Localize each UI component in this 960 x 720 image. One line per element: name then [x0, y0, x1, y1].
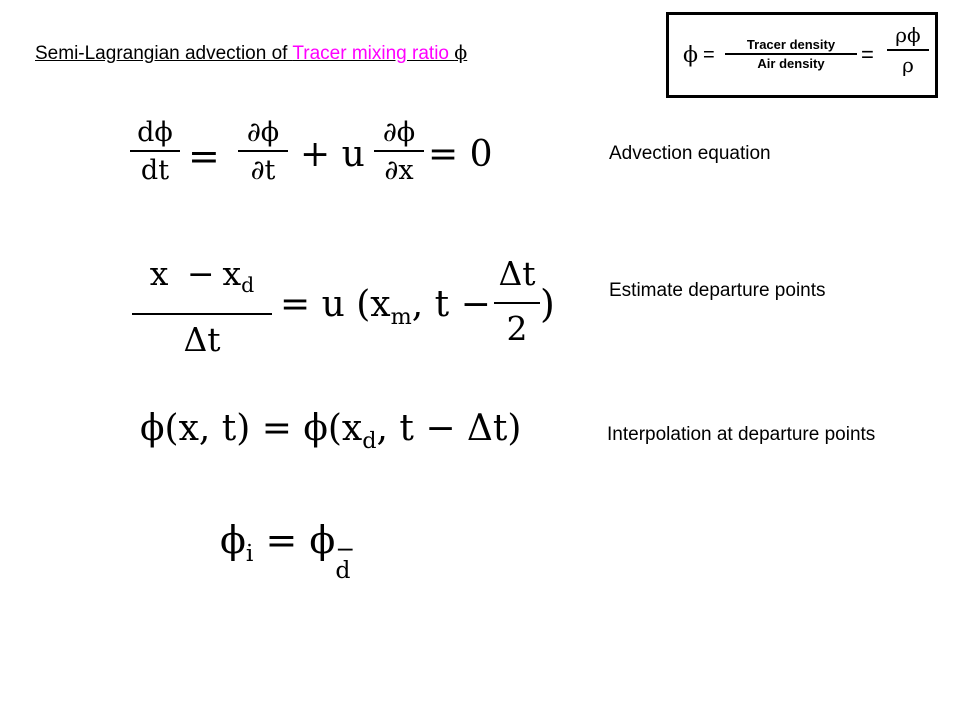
eq2-lhs-fraction: $x - x_d$ Δt: [132, 250, 272, 365]
interpolation-equation: ϕ(x, $t) = \phi(x_d$, t − Δt): [140, 408, 522, 454]
def-eq2: =: [861, 42, 874, 67]
definition-box: [666, 12, 938, 98]
eq1-partial-t: ∂ϕ ∂t: [238, 116, 288, 190]
def-eq1: =: [703, 44, 715, 66]
title-symbol: ϕ: [454, 42, 468, 64]
eq2-half-dt-fraction: Δt 2: [494, 250, 540, 354]
interpolation-equation-label: Interpolation at departure points: [607, 424, 876, 445]
eq1-partial-x: ∂ϕ ∂x: [374, 116, 424, 190]
def-fraction-bar: [725, 53, 857, 55]
final-equation: $\phi_i = \phi$ − d: [220, 518, 356, 584]
def-lhs: ϕ: [683, 43, 698, 68]
departure-equation-label: Estimate departure points: [609, 280, 826, 301]
def-symbol-fraction: [887, 23, 929, 77]
advection-equation-label: Advection equation: [609, 143, 771, 164]
def-sym-den: ρ: [902, 52, 914, 77]
eq1-total-derivative: dϕ dt: [130, 116, 180, 190]
def-text-fraction: [725, 37, 857, 71]
def-sym-num: ρϕ: [895, 23, 921, 47]
title-highlight: Tracer mixing ratio: [292, 43, 455, 64]
slide-title: [35, 42, 467, 65]
def-numerator: Tracer density: [746, 37, 836, 52]
def-sym-bar: [887, 49, 929, 51]
title-prefix: Semi-Lagrangian advection of: [35, 43, 293, 64]
def-denominator: Air density: [757, 55, 825, 71]
